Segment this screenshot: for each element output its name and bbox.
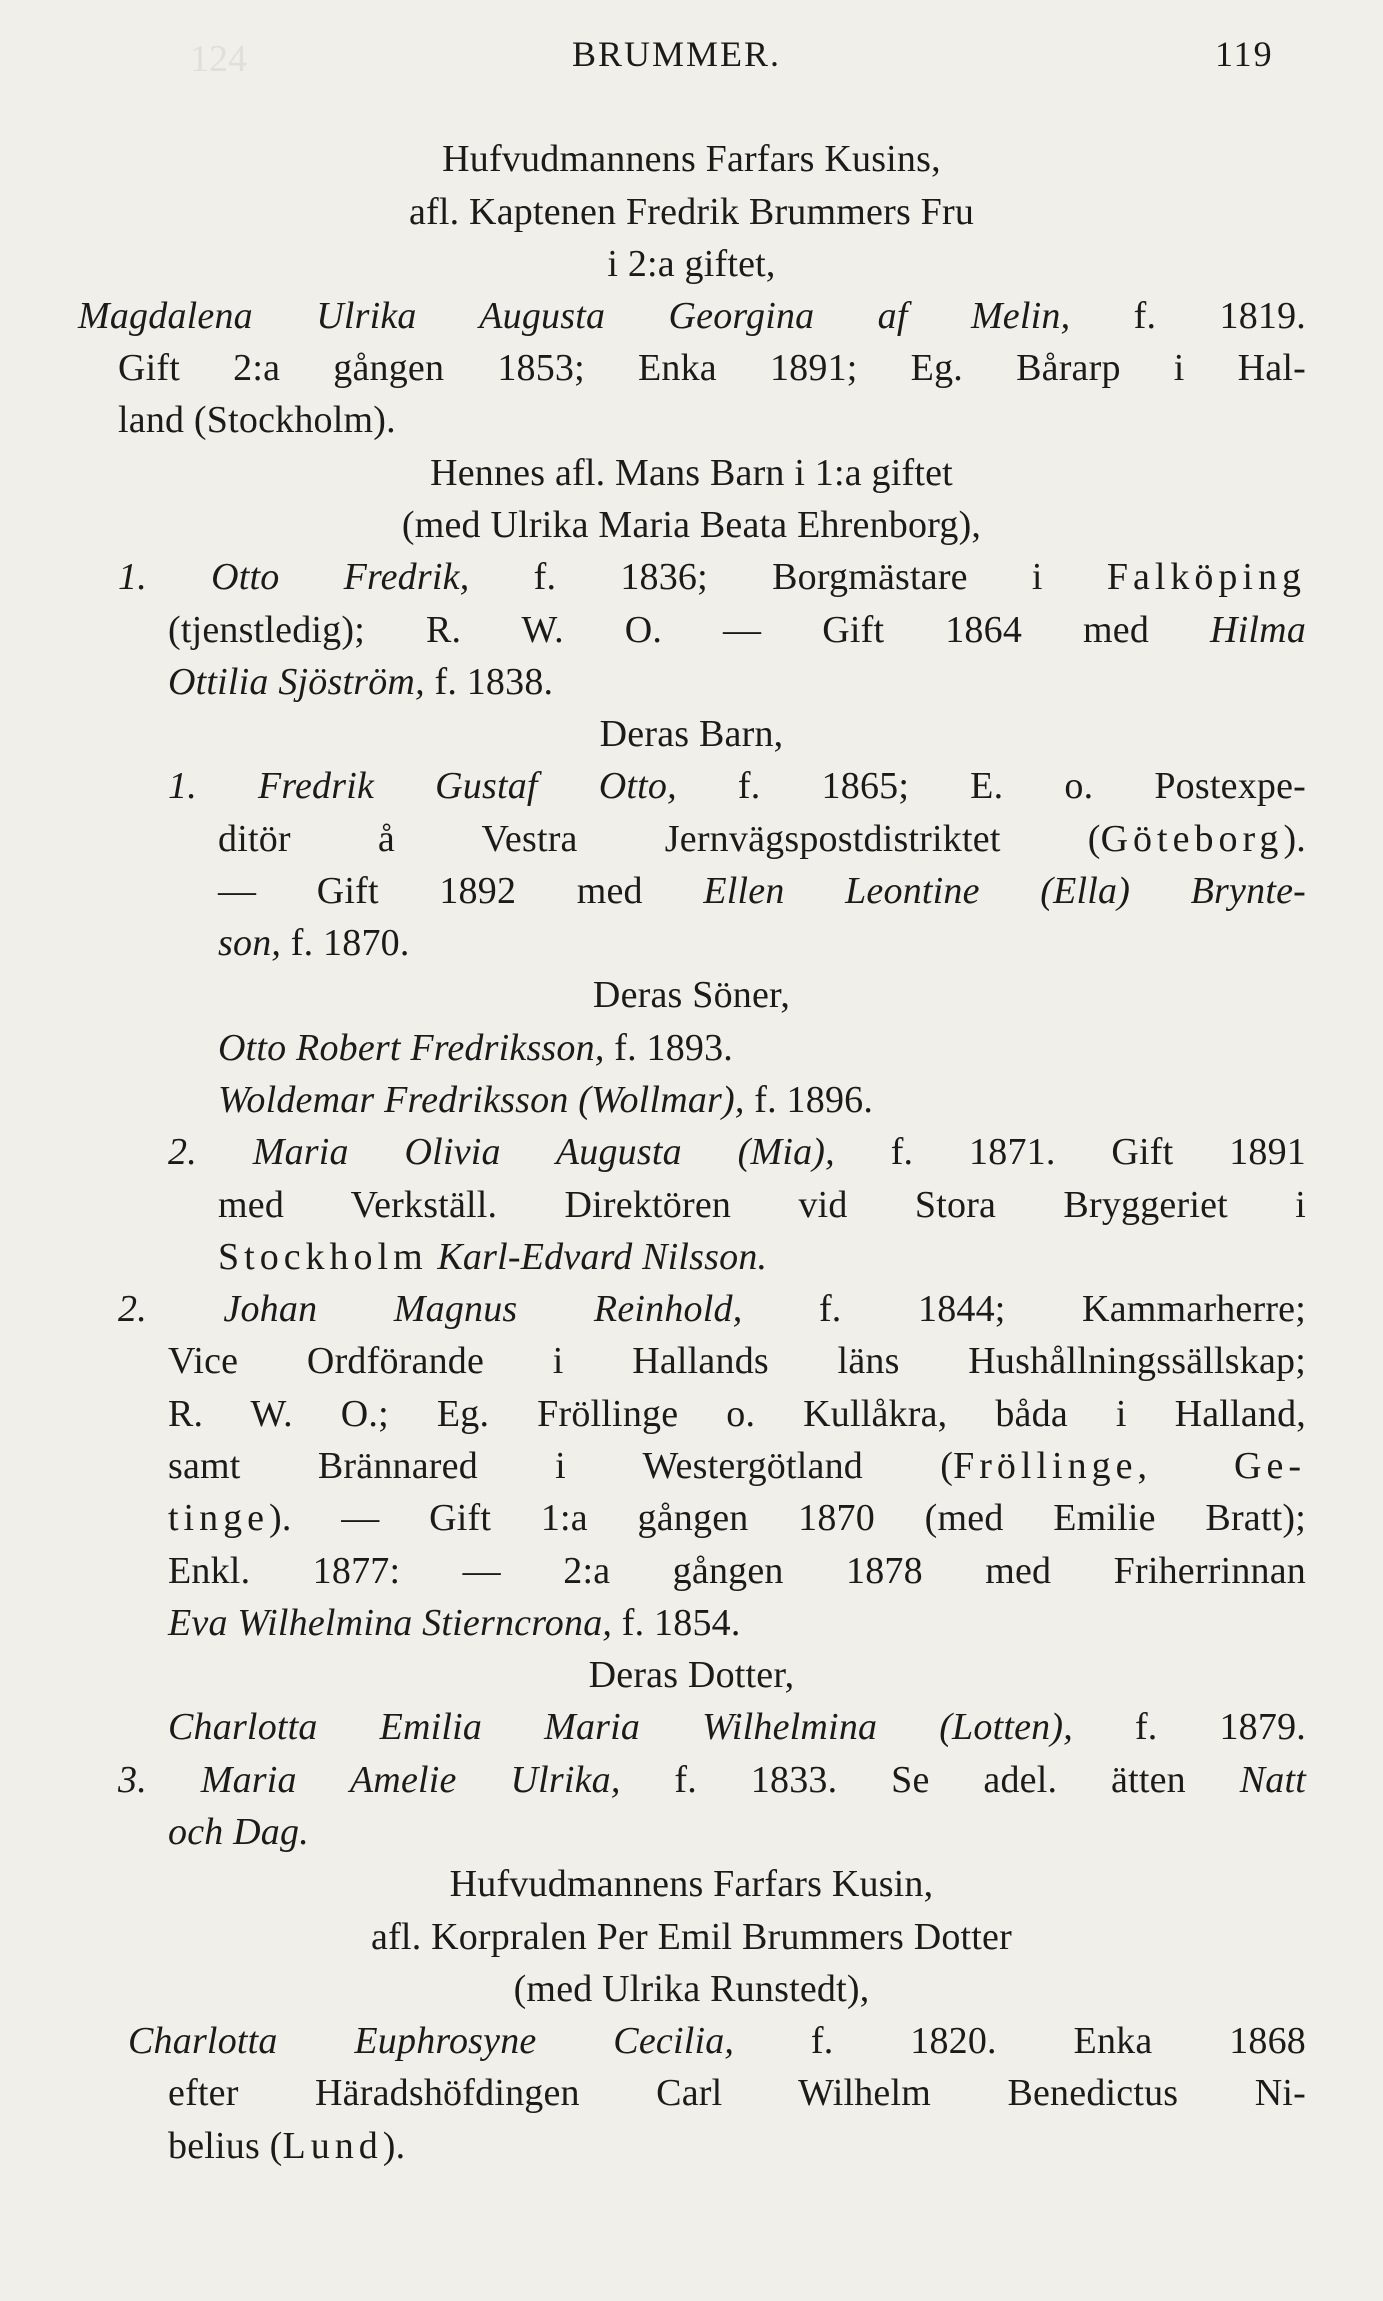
section-heading: Hennes afl. Mans Barn i 1:a giftet [430,452,953,494]
section-heading: i 2:a giftet, [607,243,776,285]
entry-line: efter Häradshöfdingen Carl Wilhelm Benedictus Ni- [168,2072,1306,2114]
entry-line: son, f. 1870. [218,922,410,964]
entry-line: med Verkställ. Direktören vid Stora Bryggeriet i [218,1184,1306,1226]
section-heading: afl. Korpralen Per Emil Brummers Dotter [371,1916,1012,1958]
entry-line: Gift 2:a gången 1853; Enka 1891; Eg. Bårarp i Hal- [118,347,1306,389]
entry-line: Woldemar Fredriksson (Wollmar), f. 1896. [218,1079,874,1121]
section-heading: Deras Söner, [592,974,791,1016]
section-heading: (med Ulrika Maria Beata Ehrenborg), [401,504,982,546]
entry-line: tinge). — Gift 1:a gången 1870 (med Emilie Bratt); [168,1497,1306,1539]
bleed-through-text: 124 [190,38,247,80]
section-heading: Deras Dotter, [588,1654,795,1696]
entry-line: R. W. O.; Eg. Fröllinge o. Kullåkra, båda i Halland, [168,1393,1306,1435]
entry-line: Enkl. 1877: — 2:a gången 1878 med Friherrinnan [168,1550,1306,1592]
entry-line: Magdalena Ulrika Augusta Georgina af Melin, f. 1819. [78,295,1306,337]
section-heading: Deras Barn, [599,713,784,755]
entry-line: land (Stockholm). [118,399,396,441]
entry-line: Otto Robert Fredriksson, f. 1893. [218,1027,733,1069]
entry-line: 1. Otto Fredrik, f. 1836; Borgmästare i Falköping [118,556,1306,598]
section-heading: Hufvudmannens Farfars Kusins, [442,138,941,180]
entry-line: (tjenstledig); R. W. O. — Gift 1864 med Hilma [168,609,1307,651]
entry-line: och Dag. [168,1811,309,1853]
entry-line: ditör å Vestra Jernvägspostdistriktet (Göteborg). [218,818,1306,860]
entry-line: 1. Fredrik Gustaf Otto, f. 1865; E. o. Postexpe- [168,765,1307,807]
running-head: BRUMMER. [572,34,782,74]
entry-line: 3. Maria Amelie Ulrika, f. 1833. Se adel. ätten Natt [118,1759,1306,1801]
entry-line: 2. Maria Olivia Augusta (Mia), f. 1871. Gift 1891 [168,1131,1307,1173]
entry-line: 2. Johan Magnus Reinhold, f. 1844; Kammarherre; [118,1288,1306,1330]
entry-line: — Gift 1892 med Ellen Leontine (Ella) Brynte- [218,870,1306,912]
entry-line: Stockholm Karl-Edvard Nilsson. [218,1236,768,1278]
entry-line: belius (Lund). [168,2125,406,2167]
entry-line: Charlotta Emilia Maria Wilhelmina (Lotten), f. 1879. [168,1706,1306,1748]
entry-line: Ottilia Sjöström, f. 1838. [168,661,554,703]
page-number: 119 [1215,34,1274,74]
section-heading: Hufvudmannens Farfars Kusin, [449,1863,934,1905]
entry-line: Vice Ordförande i Hallands läns Hushållningssällskap; [168,1340,1306,1382]
section-heading: (med Ulrika Runstedt), [513,1968,870,2010]
entry-line: Eva Wilhelmina Stierncrona, f. 1854. [168,1602,741,1644]
entry-line: Charlotta Euphrosyne Cecilia, f. 1820. Enka 1868 [128,2020,1306,2062]
entry-line: samt Brännared i Westergötland (Fröllinge, Ge- [168,1445,1306,1487]
section-heading: afl. Kaptenen Fredrik Brummers Fru [408,191,975,233]
